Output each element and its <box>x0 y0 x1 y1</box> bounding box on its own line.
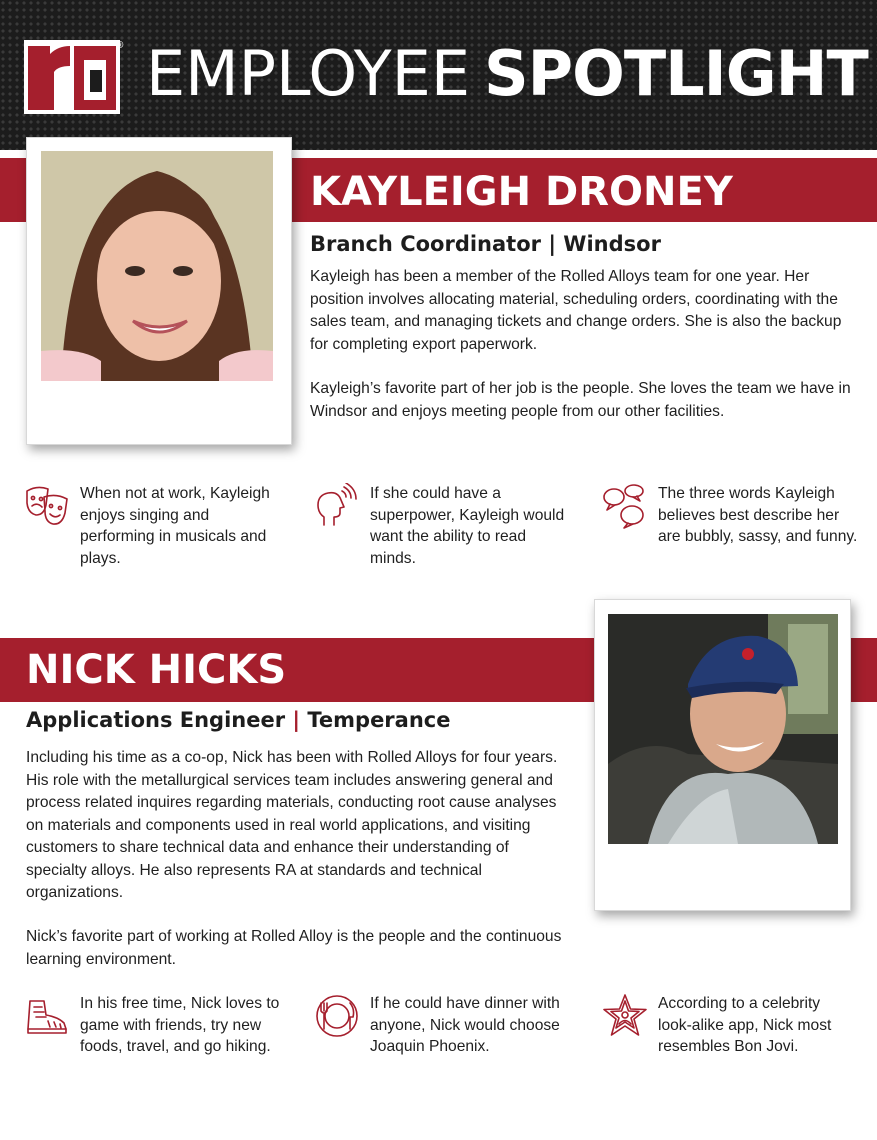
fact-text: If she could have a superpower, Kayleigh would want the ability to read minds. <box>370 485 565 567</box>
role-separator: | <box>548 232 556 256</box>
dinner-plate-icon <box>314 993 360 1039</box>
rolled-alloys-logo <box>24 40 120 114</box>
role-separator: | <box>292 708 301 732</box>
employee-name: NICK HICKS <box>26 647 287 693</box>
bio-paragraph: Kayleigh’s favorite part of her job is the people. She loves the team we have in Windsor and enjoys meeting people from our other facilities. <box>310 380 851 420</box>
fact-text: According to a celebrity look-alike app, Nick most resembles Bon Jovi. <box>658 995 832 1055</box>
role-location: Temperance <box>307 708 451 732</box>
fact-text: In his free time, Nick loves to game with friends, try new foods, travel, and go hiking. <box>80 995 280 1055</box>
fact-text: When not at work, Kayleigh enjoys singing and performing in musicals and plays. <box>80 485 270 567</box>
employee-photo-frame <box>26 137 292 445</box>
employee-role <box>26 708 450 732</box>
role-location: Windsor <box>563 232 661 256</box>
fact-text: The three words Kayleigh believes best describe her are bubbly, sassy, and funny. <box>658 485 858 545</box>
hiking-boot-icon <box>24 993 70 1039</box>
employee-photo <box>608 614 838 844</box>
employee-photo-frame <box>594 599 851 911</box>
fact-text: If he could have dinner with anyone, Nick would choose Joaquin Phoenix. <box>370 995 560 1055</box>
employee-name: KAYLEIGH DRONEY <box>310 169 733 215</box>
mind-reading-head-icon <box>314 483 360 529</box>
bio-paragraph: Kayleigh has been a member of the Rolled Alloys team for one year. Her position involves allocating material, scheduling orders, coordinating with the sales team, and managing tickets and change orders. She is also the backup for completing export paperwork. <box>310 268 842 353</box>
employee-photo <box>41 151 273 381</box>
celebrity-star-icon <box>602 993 648 1039</box>
speech-bubbles-icon <box>602 483 648 529</box>
title-bold: SPOTLIGHT <box>484 37 868 110</box>
registered-mark: ® <box>116 40 124 51</box>
role-title: Branch Coordinator <box>310 232 541 256</box>
role-title: Applications Engineer <box>26 708 286 732</box>
bio-paragraph: Nick’s favorite part of working at Rolled Alloy is the people and the continuous learning environment. <box>26 928 562 968</box>
employee-role <box>310 232 661 256</box>
theater-masks-icon <box>24 483 70 529</box>
page-header <box>0 0 877 150</box>
page-title <box>146 28 868 120</box>
title-light: EMPLOYEE <box>146 37 471 110</box>
bio-paragraph: Including his time as a co-op, Nick has been with Rolled Alloys for four years. His role with the metallurgical services team includes answering general and process related inquires regarding materials, conducting root cause analyses on materials and components used in real world applications, and visiting customers to share technical data and enhance their understanding of specialty alloys. He also represents RA at standards and technical organizations. <box>26 749 558 901</box>
